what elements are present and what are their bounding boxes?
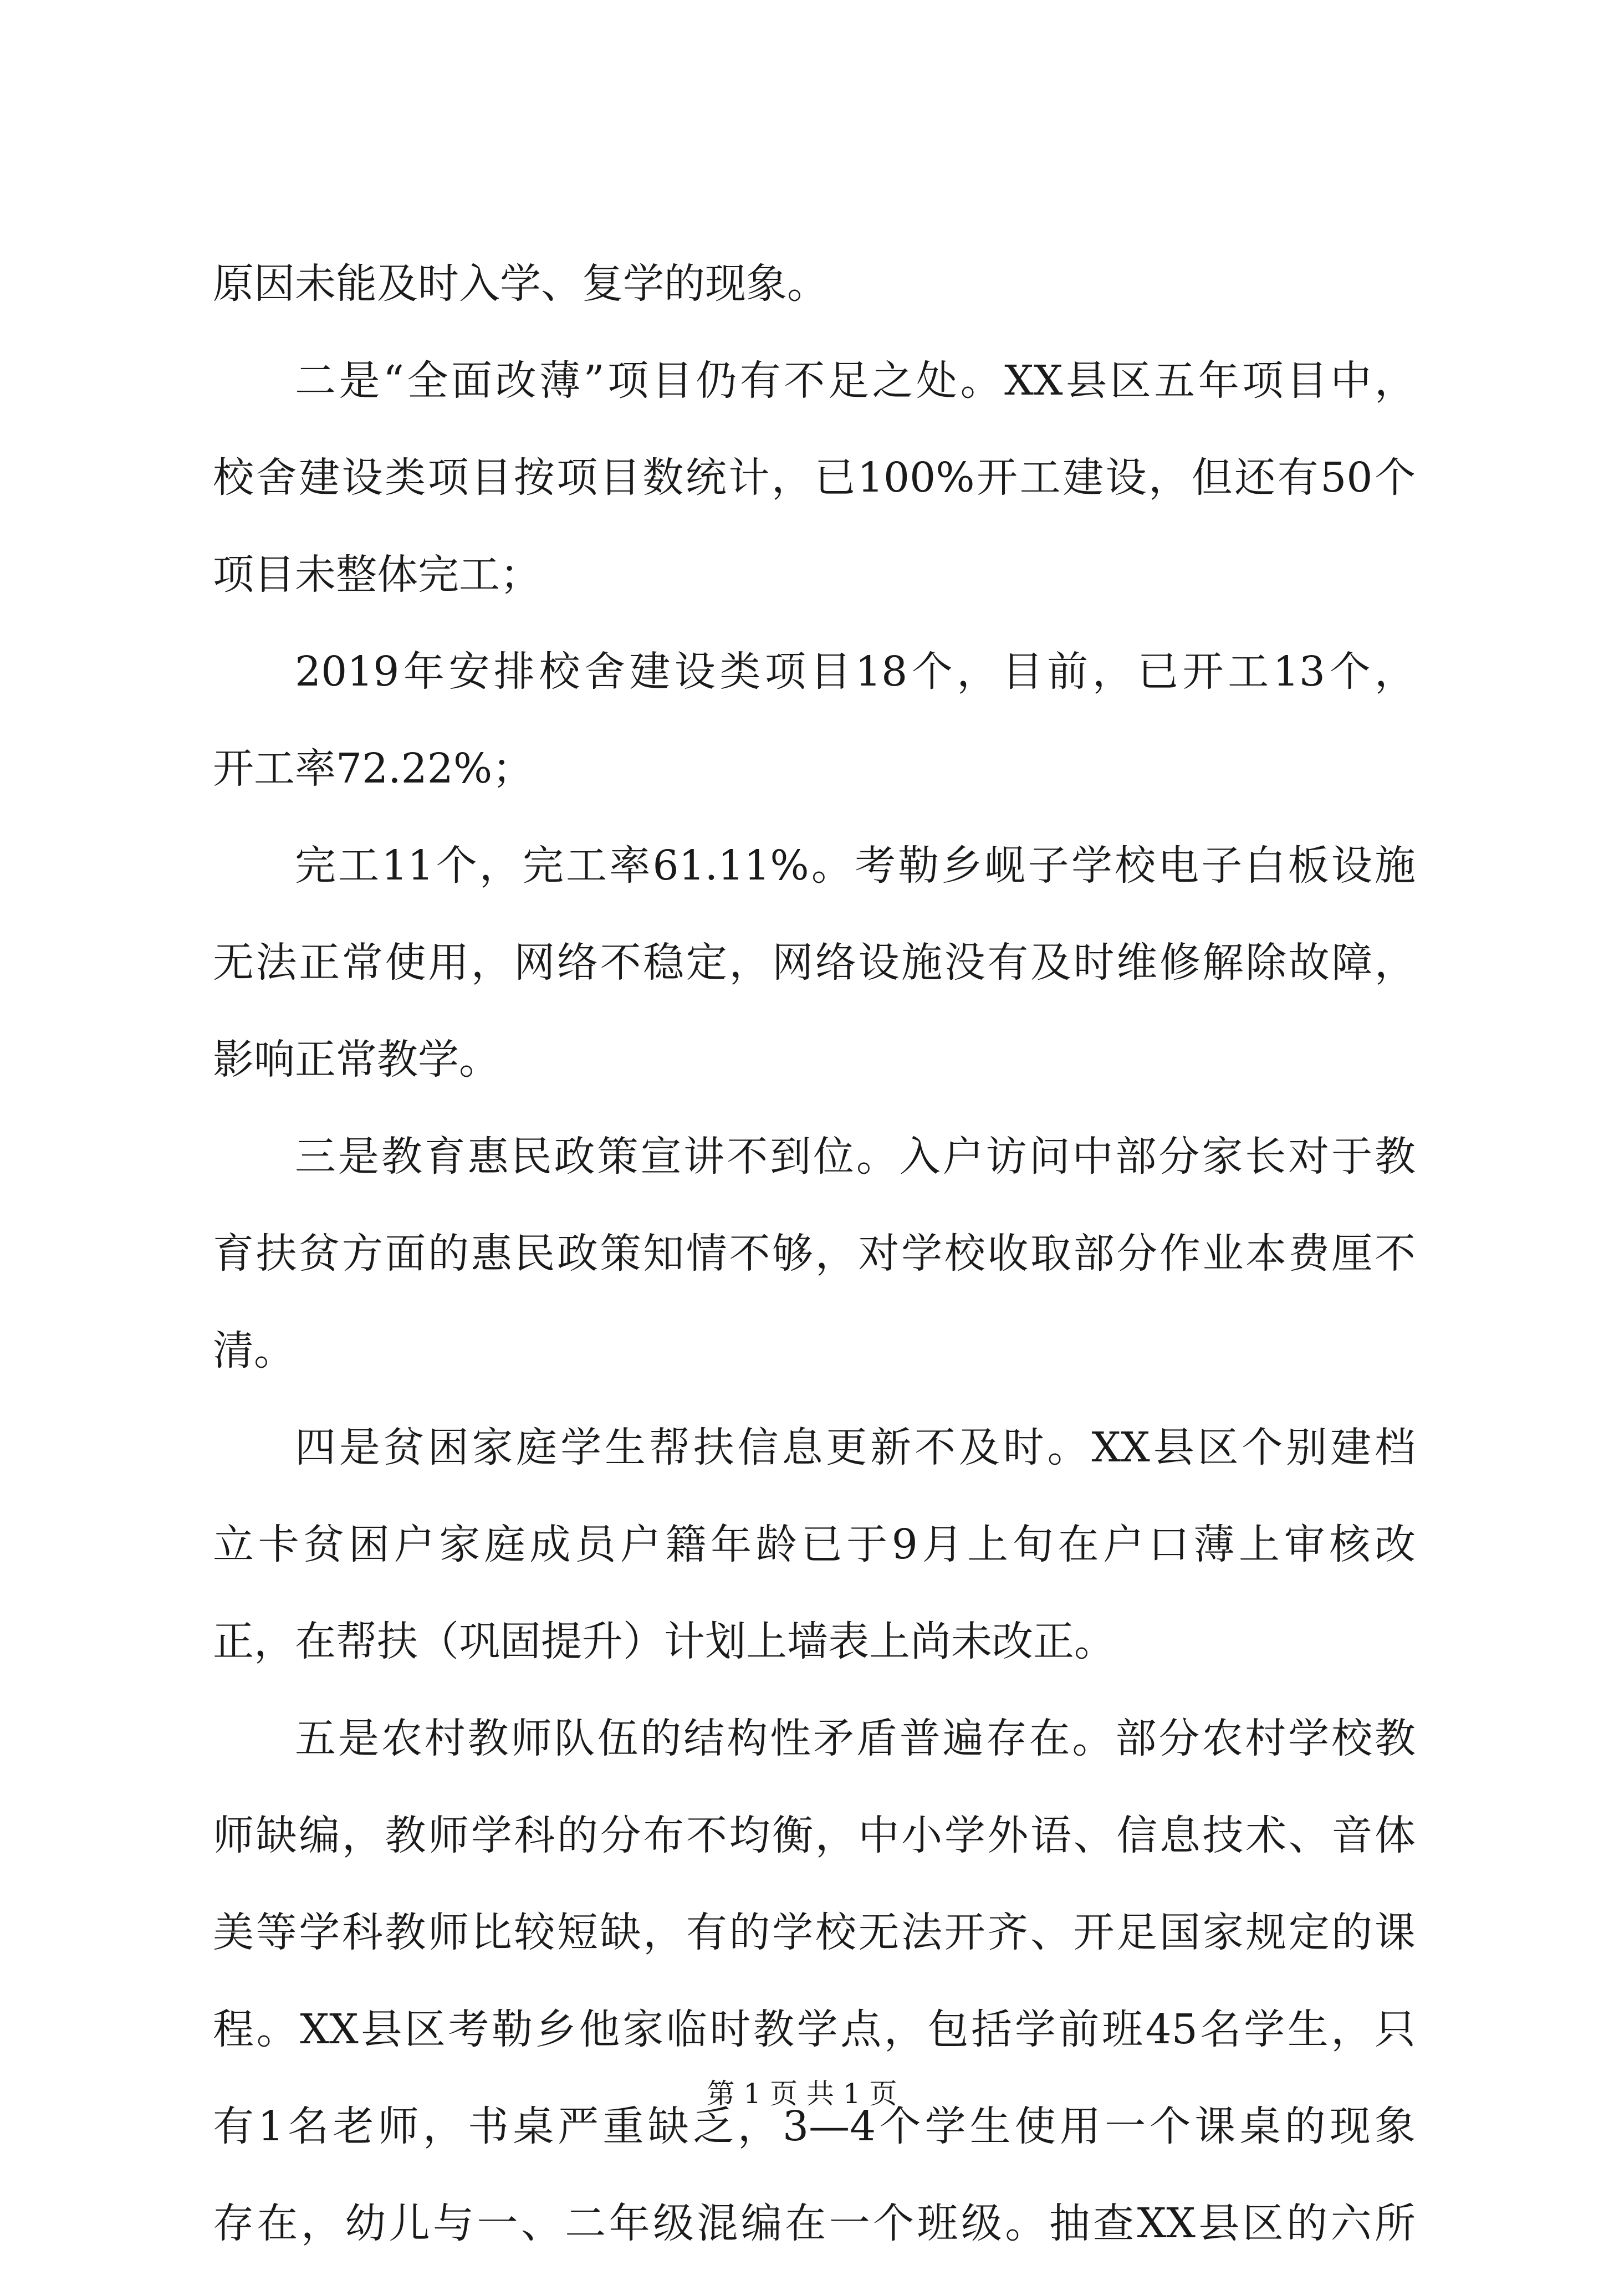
text-line: 影响正常教学。 [213,1036,500,1083]
text-line: 三是教育惠民政策宣讲不到位。入户访问中部分家长对于教 [295,1133,1416,1180]
text-line: 完工11个，完工率61.11%。考勒乡岘子学校电子白板设施 [295,842,1416,889]
text-line: 五是农村教师队伍的结构性矛盾普遍存在。部分农村学校教 [295,1715,1416,1762]
document-body [213,259,1416,2296]
text-line: 项目未整体完工； [213,551,541,599]
text-line: 无法正常使用，网络不稳定，网络设施没有及时维修解除故障， [213,939,1416,986]
text-line: 二是“全面改薄”项目仍有不足之处。XX县区五年项目中， [295,357,1416,405]
text-line: 有1名老师，书桌严重缺乏，3—4个学生使用一个课桌的现象 [213,2103,1416,2150]
text-line: 校舍建设类项目按项目数统计，已100%开工建设，但还有50个 [213,454,1416,502]
page-number-footer: 第 1 页 共 1 页 [707,2078,897,2110]
text-line: 存在，幼儿与一、二年级混编在一个班级。抽查XX县区的六所 [213,2200,1416,2247]
text-line: 清。 [213,1327,295,1374]
text-line: 正，在帮扶（巩固提升）计划上墙表上尚未改正。 [213,1618,1115,1665]
text-line: 育扶贫方面的惠民政策知情不够，对学校收取部分作业本费厘不 [213,1230,1416,1277]
text-line: 原因未能及时入学、复学的现象。 [213,260,828,308]
text-line: 师缺编，教师学科的分布不均衡，中小学外语、信息技术、音体 [213,1812,1416,1859]
text-line: 2019年安排校舍建设类项目18个，目前，已开工13个， [295,648,1416,696]
text-line: 四是贫困家庭学生帮扶信息更新不及时。XX县区个别建档 [295,1424,1416,1471]
text-line: 程。XX县区考勒乡他家临时教学点，包括学前班45名学生，只 [213,2006,1416,2053]
text-line: 立卡贫困户家庭成员户籍年龄已于9月上旬在户口薄上审核改 [213,1521,1416,1568]
text-line: 美等学科教师比较短缺，有的学校无法开齐、开足国家规定的课 [213,1909,1416,1956]
text-line: 开工率72.22%； [213,745,534,792]
